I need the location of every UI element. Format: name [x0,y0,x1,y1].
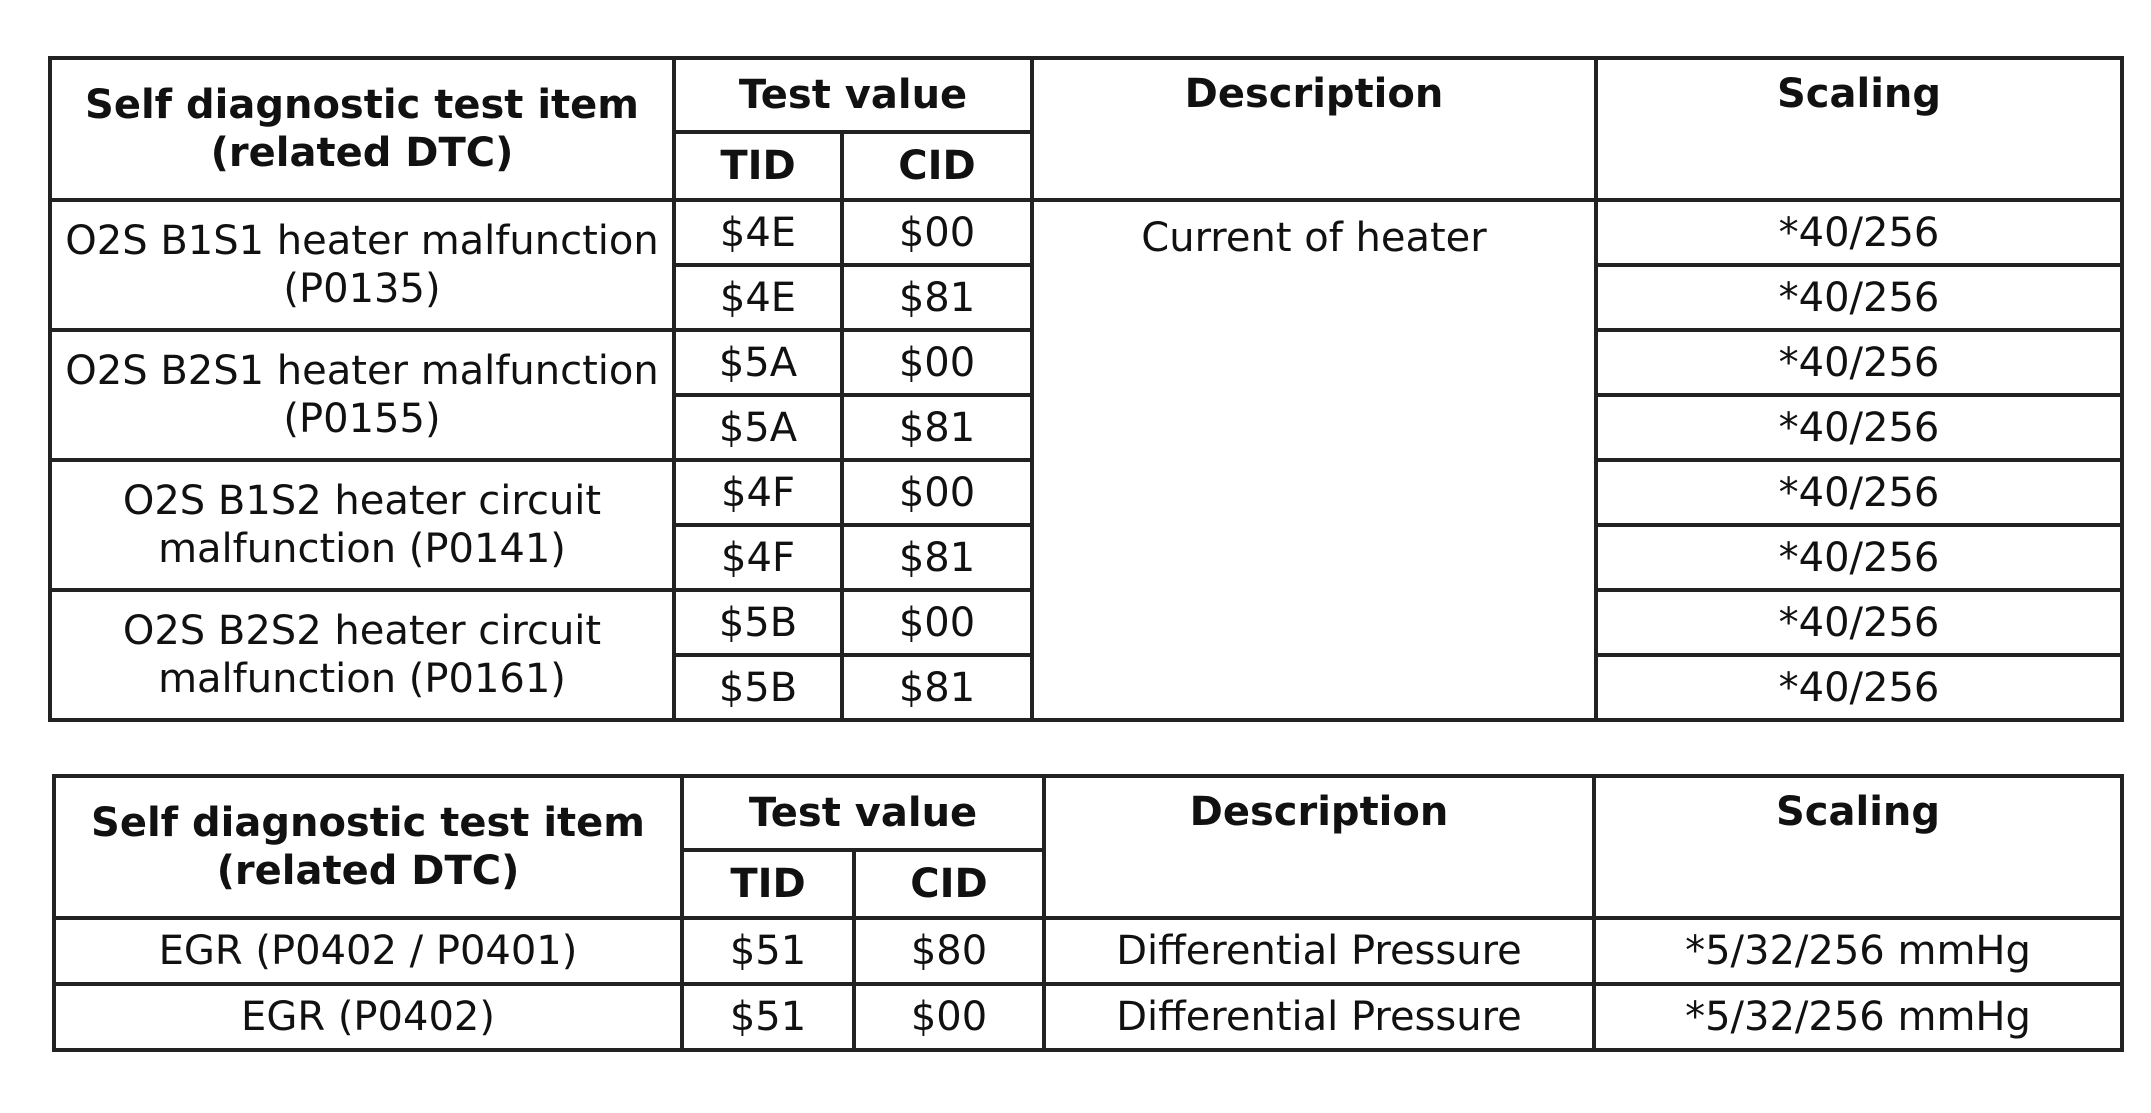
cid-cell: $00 [842,200,1032,265]
col-header-tid: TID [674,132,842,200]
tid-cell: $51 [682,918,854,984]
test-item-cell [50,330,674,460]
cid-cell: $00 [842,590,1032,655]
description-cell: Differential Pressure [1044,918,1594,984]
col-header-tid: TID [682,850,854,918]
scaling-cell: *40/256 [1596,330,2122,395]
test-item-line: (P0155) [283,396,441,442]
tid-cell: $5B [674,655,842,720]
description-cell: Current of heater [1032,200,1596,720]
test-item-line: O2S B1S2 heater circuit [122,478,602,524]
tid-cell: $4F [674,525,842,590]
cid-cell: $81 [842,395,1032,460]
test-item-cell [50,460,674,590]
test-item-cell [50,590,674,720]
test-item-line: malfunction (P0141) [158,526,566,572]
scaling-cell: *5/32/256 mmHg [1594,918,2122,984]
test-item-line: (P0135) [283,266,441,312]
table-row [54,984,2122,1050]
egr-test-table [52,774,2124,1052]
test-item-line: malfunction (P0161) [158,656,566,702]
tid-cell: $4F [674,460,842,525]
col-header-test-value: Test value [674,58,1032,132]
col-header-cid: CID [854,850,1044,918]
test-item-cell: EGR (P0402 / P0401) [54,918,682,984]
scaling-cell: *40/256 [1596,265,2122,330]
tid-cell: $5A [674,395,842,460]
col-header-item: Self diagnostic test item (related DTC) [50,58,674,200]
col-header-item: Self diagnostic test item (related DTC) [54,776,682,918]
scaling-cell: *40/256 [1596,460,2122,525]
scaling-cell: *40/256 [1596,655,2122,720]
cid-cell: $81 [842,265,1032,330]
scaling-cell: *5/32/256 mmHg [1594,984,2122,1050]
scaling-cell: *40/256 [1596,590,2122,655]
scaling-cell: *40/256 [1596,525,2122,590]
col-header-scaling: Scaling [1596,58,2122,200]
test-item-cell [50,200,674,330]
tid-cell: $51 [682,984,854,1050]
cid-cell: $00 [854,984,1044,1050]
scaling-cell: *40/256 [1596,200,2122,265]
scaling-cell: *40/256 [1596,395,2122,460]
test-item-cell: EGR (P0402) [54,984,682,1050]
col-header-scaling: Scaling [1594,776,2122,918]
table-row [50,200,2122,265]
test-item-line: O2S B2S1 heater malfunction [65,348,659,394]
tid-cell: $5A [674,330,842,395]
col-header-test-value: Test value [682,776,1044,850]
cid-cell: $81 [842,655,1032,720]
col-header-description: Description [1032,58,1596,200]
cid-cell: $00 [842,330,1032,395]
heater-test-table [48,56,2124,722]
test-item-line: O2S B2S2 heater circuit [122,608,602,654]
tid-cell: $4E [674,265,842,330]
col-header-cid: CID [842,132,1032,200]
tid-cell: $4E [674,200,842,265]
cid-cell: $00 [842,460,1032,525]
col-header-description: Description [1044,776,1594,918]
table-header-row [54,776,2122,850]
tid-cell: $5B [674,590,842,655]
cid-cell: $80 [854,918,1044,984]
test-item-line: O2S B1S1 heater malfunction [65,218,659,264]
cid-cell: $81 [842,525,1032,590]
table-header-row [50,58,2122,132]
description-cell: Differential Pressure [1044,984,1594,1050]
table-row [54,918,2122,984]
